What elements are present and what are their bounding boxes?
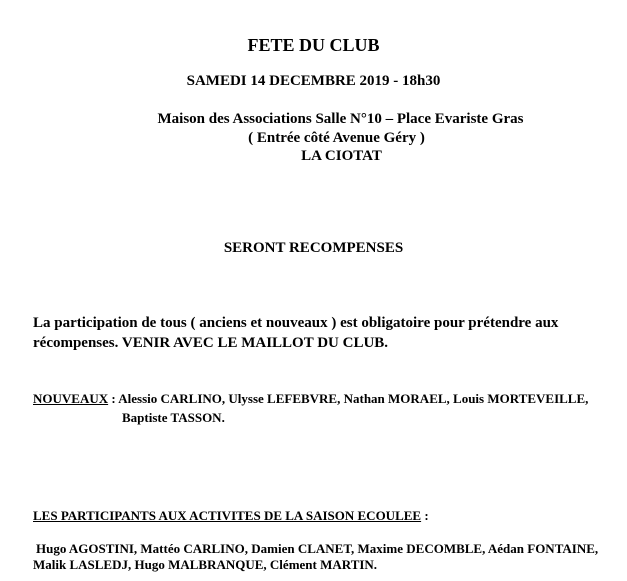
participants-heading: LES PARTICIPANTS AUX ACTIVITES DE LA SAISON ECOULEE: [33, 508, 422, 523]
awards-notice-line-1: La participation de tous ( anciens et nouveaux ) est obligatoire pour prétendre aux: [33, 315, 559, 331]
participants-heading-row: [33, 508, 429, 524]
venue-city: LA CIOTAT: [301, 148, 382, 164]
awards-heading: SERONT RECOMPENSES: [223, 240, 404, 256]
event-title: FETE DU CLUB: [247, 35, 380, 55]
venue-line-2: ( Entrée côté Avenue Géry ): [248, 130, 425, 146]
awards-notice-line-2: récompenses. VENIR AVEC LE MAILLOT DU CLUB.: [33, 335, 389, 351]
participants-names-line-2: Malik LASLEDJ, Hugo MALBRANQUE, Clément MARTIN.: [33, 557, 378, 572]
participants-names-line-1: Hugo AGOSTINI, Mattéo CARLINO, Damien CLANET, Maxime DECOMBLE, Aédan FONTAINE,: [36, 541, 599, 556]
event-date: SAMEDI 14 DECEMBRE 2019 - 18h30: [186, 73, 441, 89]
nouveaux-names-line-2: Baptiste TASSON.: [122, 410, 225, 425]
venue-line-1: Maison des Associations Salle N°10 – Place Evariste Gras: [157, 111, 524, 127]
nouveaux-label: NOUVEAUX: [33, 391, 109, 406]
nouveaux-names-line-1: Alessio CARLINO, Ulysse LEFEBVRE, Nathan MORAEL, Louis MORTEVEILLE,: [118, 391, 589, 406]
participants-heading-suffix: :: [421, 508, 429, 523]
nouveaux-section: [33, 391, 588, 407]
nouveaux-separator: :: [108, 391, 119, 406]
